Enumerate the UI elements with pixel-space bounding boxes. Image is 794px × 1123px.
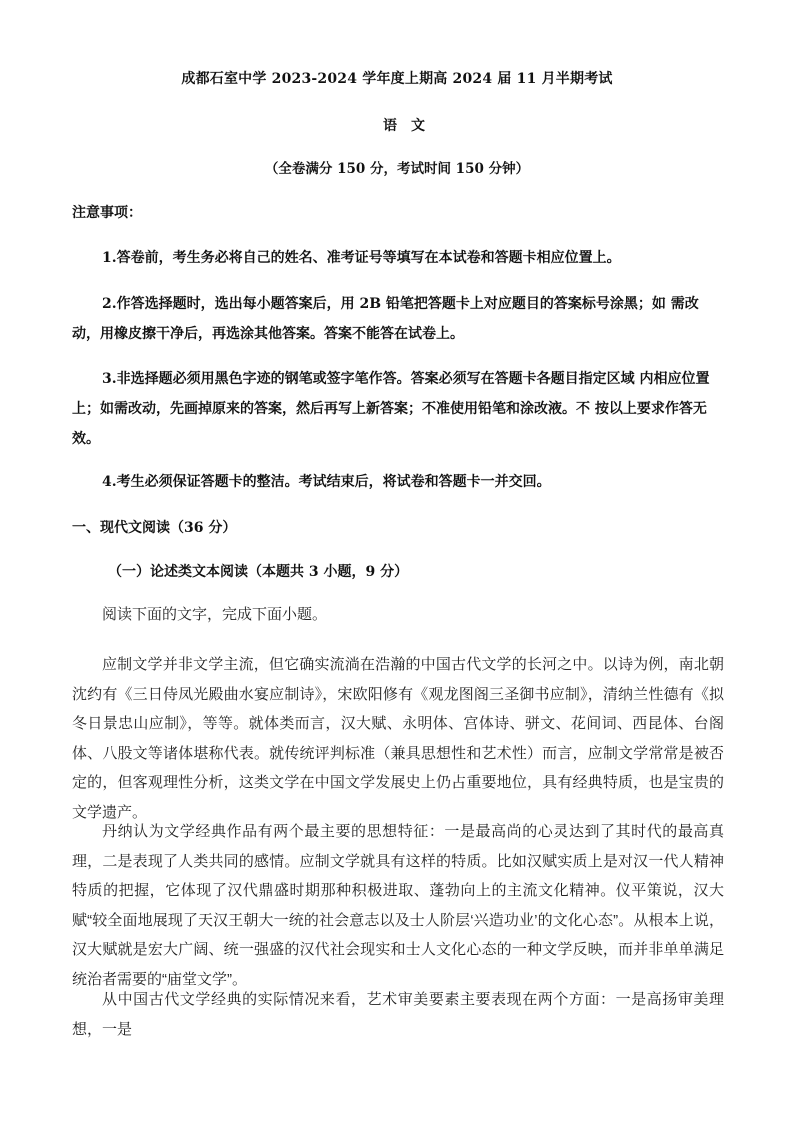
score-info: （全卷满分 150 分，考试时间 150 分钟） — [264, 161, 530, 177]
exam-title: 成都石室中学 2023-2024 学年度上期高 2024 届 11 月半期考试 — [181, 71, 613, 87]
note-item-1: 1.答卷前，考生务必将自己的姓名、准考证号等填写在本试卷和答题卡相应位置上。 — [102, 250, 621, 266]
passage-paragraph-1: 应制文学并非文学主流，但它确实流淌在浩瀚的中国古代文学的长河之中。以诗为例，南北朝沈约有《三日侍凤光殿曲水宴应制诗》，宋欧阳修有《观龙图阁三圣御书应制》，清纳兰性德有《拟冬日景忠山应制》，等等。就体类而言，汉大赋、永明体、宫体诗、骈文、花间词、西昆体、台阁体、八股文等诸体堪称代表。就传统评判标准（兼具思想性和艺术性）而言，应制文学常常是被否定的，但客观理性分析，这类文学在中国文学发展史上仍占重要地位，具有经典特质，也是宝贵的文学遗产。 — [72, 656, 724, 821]
note-item-4: 4.考生必须保证答题卡的整洁。考试结束后，将试卷和答题卡一并交回。 — [102, 474, 551, 490]
passage-paragraph-3: 从中国古代文学经典的实际情况来看，艺术审美要素主要表现在两个方面：一是高扬审美理想，一是 — [72, 991, 724, 1038]
note-item-3: 3.非选择题必须用黑色字迹的钢笔或签字笔作答。答案必须写在答题卡各题目指定区域 内相应位置上；如需改动，先画掉原来的答案，然后再写上新答案；不准使用铅笔和涂改液。不 按以上要求作答无效。 — [72, 371, 710, 447]
subsection-heading: （一）论述类文本阅读（本题共 3 小题，9 分） — [108, 564, 409, 580]
subject-title: 语文 — [383, 118, 439, 134]
passage-paragraph-2: 丹纳认为文学经典作品有两个最主要的思想特征：一是最高尚的心灵达到了其时代的最高真理，二是表现了人类共同的感情。应制文学就具有这样的特质。比如汉赋实质上是对汉一代人精神特质的把握，它体现了汉代鼎盛时期那种积极进取、蓬勃向上的主流文化精神。仪平策说，汉大赋“较全面地展现了天汉王朝大一统的社会意志以及士人阶层‘兴造功业’的文化心态”。从根本上说，汉大赋就是宏大广阔、统一强盛的汉代社会现实和士人文化心态的一种文学反映，而并非单单满足统治者需要的“庙堂文学”。 — [72, 823, 724, 988]
notes-heading: 注意事项： — [72, 205, 142, 221]
section-heading: 一、现代文阅读（36 分） — [72, 520, 237, 536]
reading-instruction: 阅读下面的文字，完成下面小题。 — [102, 606, 328, 623]
note-item-2: 2.作答选择题时，选出每小题答案后，用 2B 铅笔把答题卡上对应题目的答案标号涂黑；如 需改动，用橡皮擦干净后，再选涂其他答案。答案不能答在试卷上。 — [72, 296, 699, 342]
